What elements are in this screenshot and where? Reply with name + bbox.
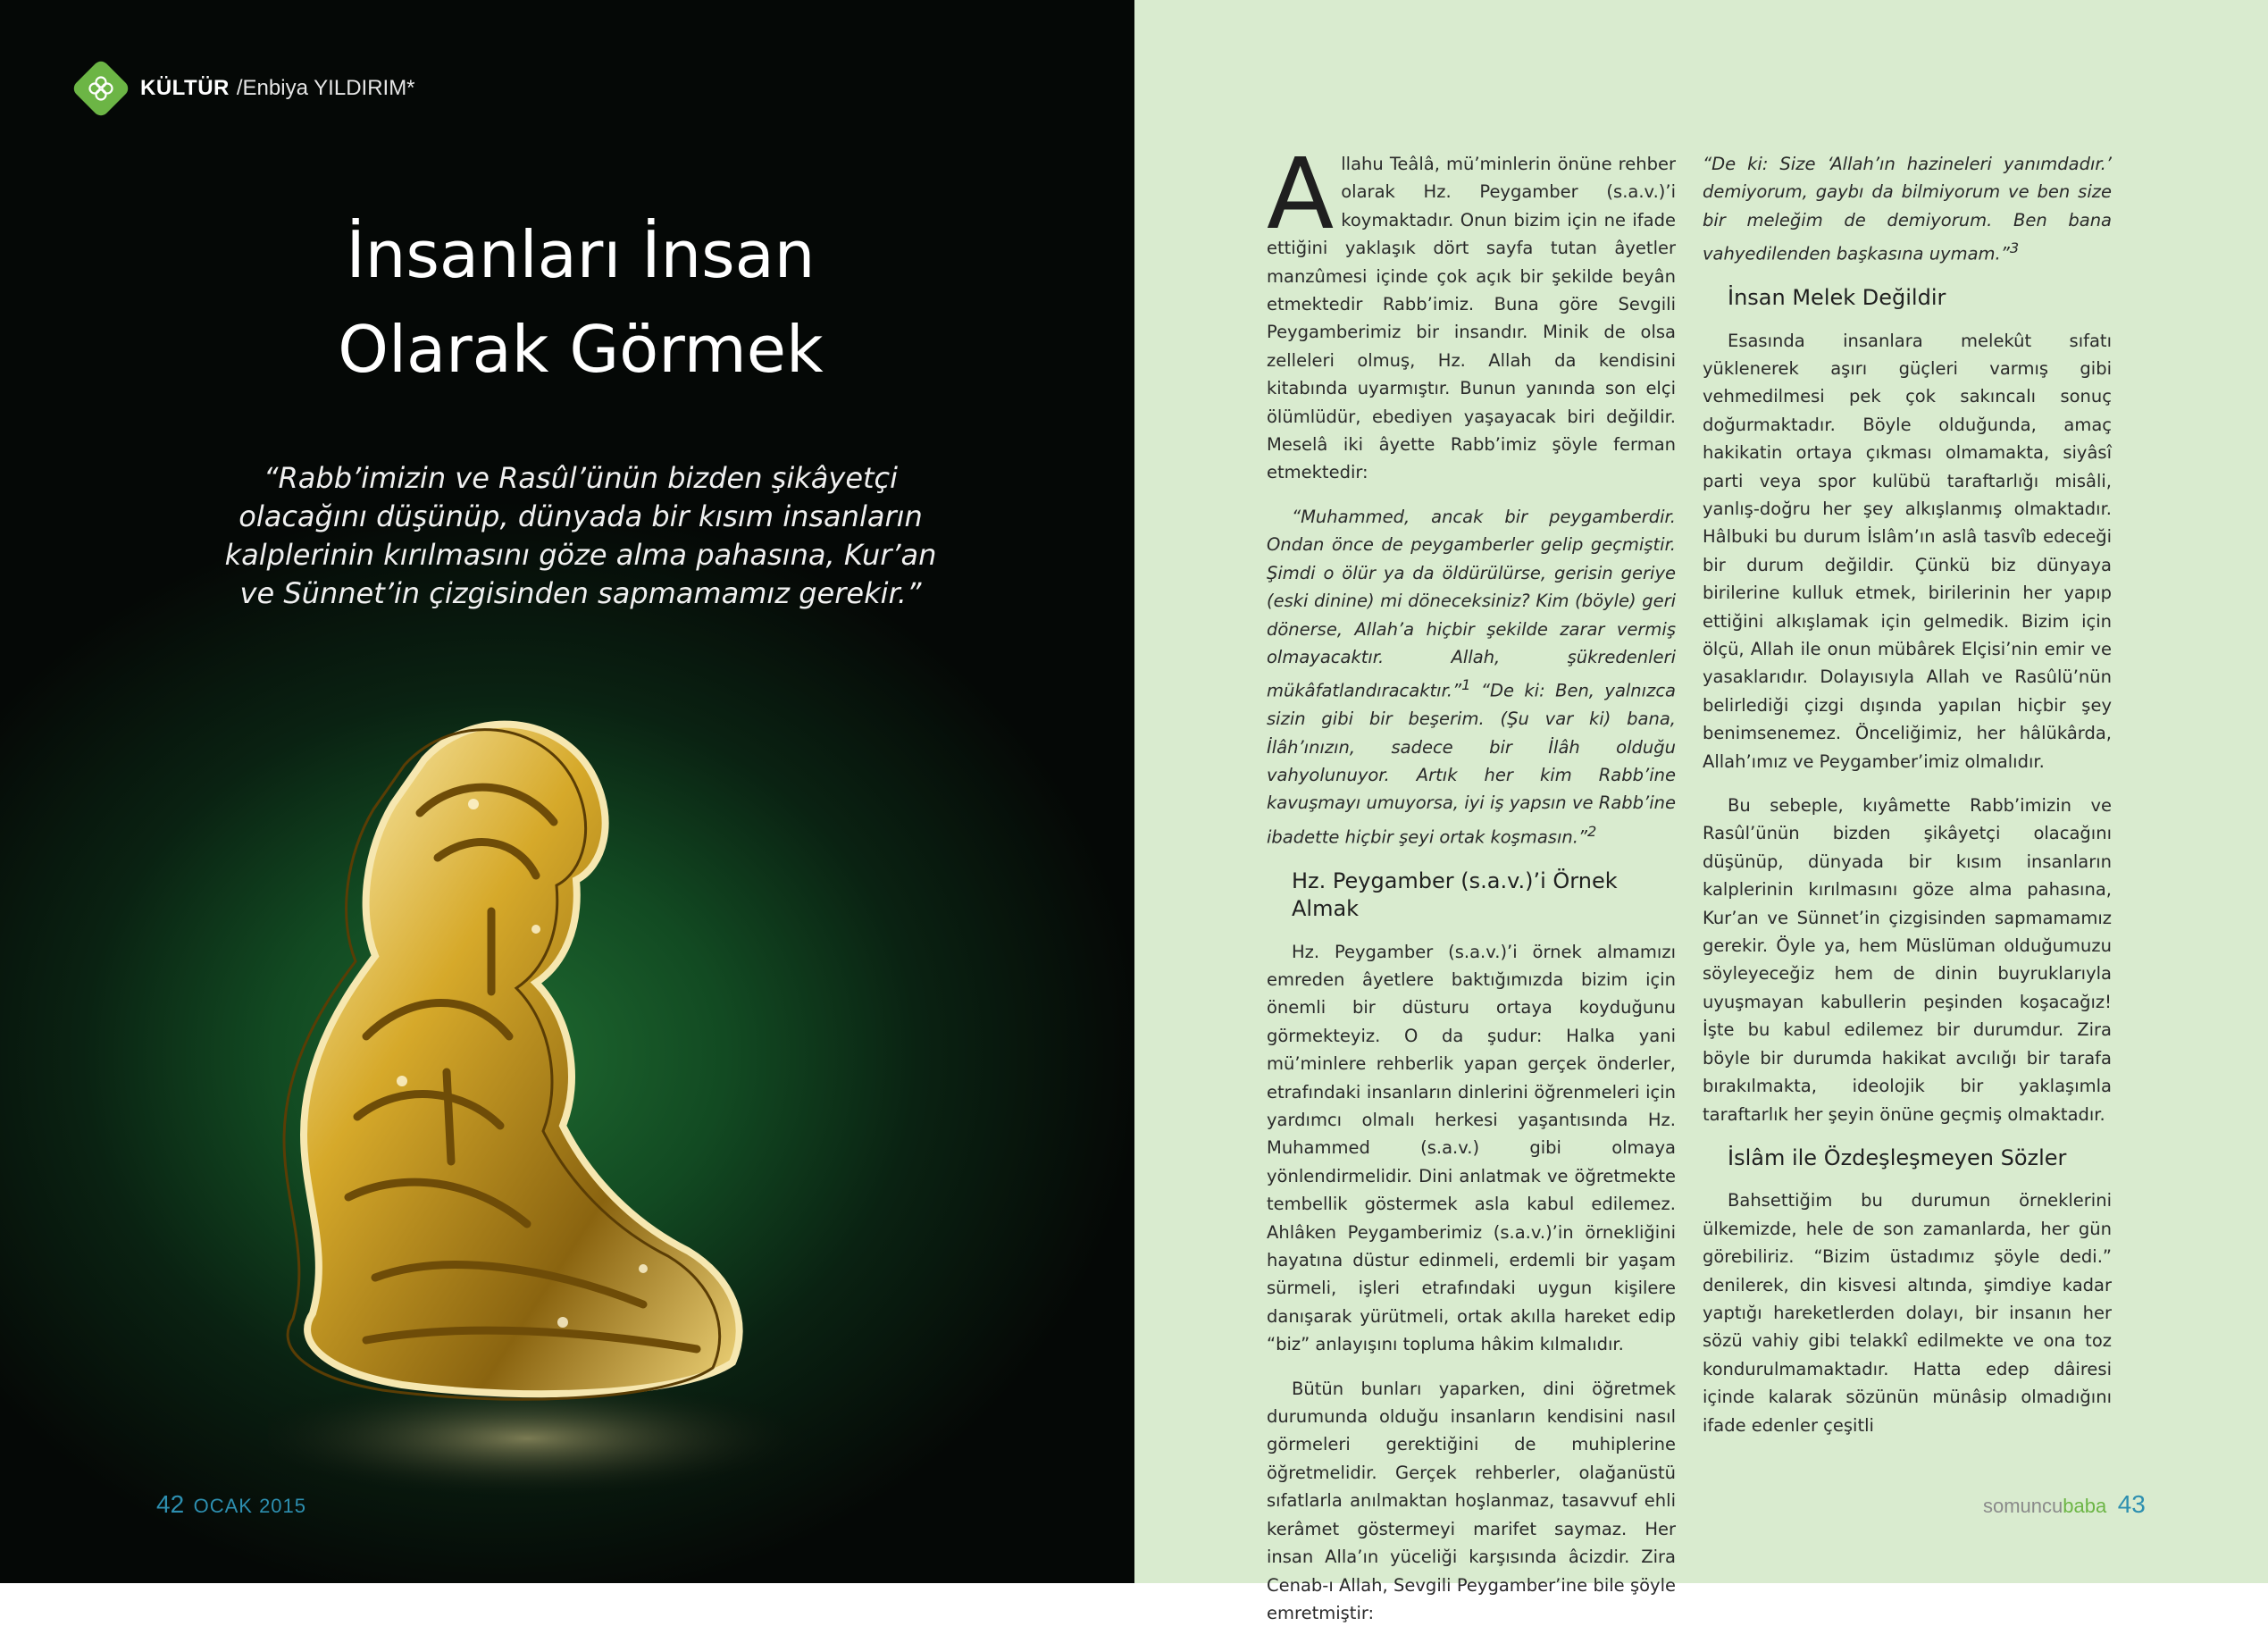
- page-number: 42: [156, 1490, 185, 1518]
- paragraph: Bu sebeple, kıyâmette Rabb’imizin ve Rasûl’ünün bizden şikâyetçi olacağını düşünüp, dünyada bir kısım insanların kalplerinin kırılmasını göze alma pahasına, Kur’an ve Sünnet’in çizgisinden sapmamamız gerekir. Öyle ya, hem Müslüman olduğumuzu söyleyeceğiz hem de dinin buyruklarıyla uyuşmayan kabullerin peşinden koşacağız! İşte bu kabul edilemez bir durumdur. Zira böyle bir durumda hakikat avcılığı bir tarafa bırakılmakta, ideolojik bir yaklaşımla taraftarlık her şeyin önüne geçmiş olmaktadır.: [1703, 795, 2112, 1125]
- section-header: [73, 59, 415, 118]
- quote-text: “De ki: Size ‘Allah’ın hazineleri yanımdadır.’ demiyorum, gaybı da bilmiyorum ve ben size bir meleğim de demiyorum. Ben bana vahyedilenden başkasına uymam.”: [1703, 154, 2112, 264]
- footnote-ref: 1: [1461, 676, 1471, 694]
- title-line-1: İnsanları İnsan: [346, 217, 816, 292]
- issue-date: OCAK 2015: [193, 1495, 307, 1517]
- subheading: İnsan Melek Değildir: [1728, 285, 1946, 311]
- footnote-ref: 2: [1587, 822, 1597, 840]
- left-page: [0, 0, 1134, 1583]
- paragraph: Esasında insanlara melekût sıfatı yüklenerek aşırı güçleri varmış gibi vehmedilmesi pek çok sakıncalı sonuç doğurmaktadır. Böyle olduğunda, amaç hakikatin ortaya çıkması olmamakta, siyâsî parti veya spor kulübü taraftarlığı misâli, yanlış-doğru her şey alkışlanmış olmaktadır. Hâlbuki bu durum İslâm’ın aslâ tasvîb edeceği bir durum değildir. Çünkü biz dünyaya birilerine kulluk etmek, birilerinin her yapıp ettiğini alkışlamak için gelmedik. Bizim için ölçü, Allah ile onun mübârek Elçisi’nin emir ve yasaklarıdır. Dolayısıyla Allah ve Rasûlü’nün belirlediği çizgi dışında yapılan hiçbir şey benimsenemez. Önceliğimiz, her hâlükârda, Allah’ımız ve Peygamber’imiz olmalıdır.: [1703, 330, 2112, 772]
- magazine-brand: [1983, 1495, 2106, 1517]
- title-line-2: Olarak Görmek: [338, 312, 824, 387]
- folio-right: [1983, 1490, 2146, 1519]
- folio-left: [156, 1490, 306, 1519]
- paragraph: [1267, 137, 1676, 487]
- subheading: Hz. Peygamber (s.a.v.)’i Örnek Almak: [1292, 868, 1618, 922]
- article-column-2: [1703, 150, 2112, 1455]
- quote-text: “Muhammed, ancak bir peygamberdir. Ondan önce de peygamberler gelip geçmiştir. Şimdi o ölür ya da öldürülürse, gerisin geriye (eski dinine) mi döneceksiniz? Kim (böyle) geri dönerse, Allah’a hiçbir şekilde zarar vermiş olmayacaktır. Allah, şükredenleri mükâfatlandıracaktır.”: [1267, 506, 1676, 701]
- pull-quote: “Rabb’imizin ve Rasûl’ünün bizden şikâyetçi olacağını düşünüp, dünyada bir kısım insanların kalplerinin kırılmasını göze alma pahasına, Kur’an ve Sünnet’in çizgisinden sapmamamız gerekir.”: [224, 461, 937, 610]
- drop-cap: A: [1267, 137, 1335, 251]
- page-number: 43: [2117, 1490, 2146, 1518]
- paragraph: Hz. Peygamber (s.a.v.)’i örnek almamızı emreden âyetlere baktığımızda bizim için önemli bir düsturu ortaya koyduğunu görmekteyiz. O da şudur: Halka yani mü’minlere rehberlik yapan gerçek önderler, etrafındaki insanların dinlerini öğrenmeleri için yardımcı olmalı herkesi yaşantısında Hz. Muhammed (s.a.v.) gibi olmaya yönlendirmelidir. Dini anlatmak ve öğretmekte tembellik göstermek asla kabul edilemez. Ahlâken Peygamberimiz (s.a.v.)’in örnekliğini hayatına düstur edinmeli, erdemli bir yaşam sürmeli, işleri etrafındaki uygun kişilere danışarak yürütmeli, ortak akılla hareket edip “biz” anlayışını topluma hâkim kılmalıdır.: [1267, 941, 1676, 1355]
- subheading: İslâm ile Özdeşleşmeyen Sözler: [1728, 1144, 2067, 1170]
- footnote-ref: 3: [2009, 239, 2020, 257]
- block-quote: [1703, 150, 2112, 268]
- block-quote: [1267, 503, 1676, 851]
- article-column-1: [1267, 137, 1676, 1643]
- paragraph: Bahsettiğim bu durumun örneklerini ülkemizde, hele de son zamanlarda, her gün görebiliriz. “Bizim üstadımız şöyle dedi.” denilerek, din kisvesi altında, şimdiye kadar yaptığı hareketlerden dolayı, bir insanın her sözü vahiy gibi telakkî edilmekte ve ona toz kondurulmamaktadır. Hatta edep dâiresi içinde kalarak sözünün münâsip olmadığını ifade edenler çeşitli: [1703, 1190, 2112, 1436]
- brand-part-1: somuncu: [1983, 1495, 2063, 1517]
- gold-calligraphy-figure-icon: [268, 697, 822, 1519]
- quote-text: “De ki: Ben, yalnızca sizin gibi bir beşerim. (Şu var ki) bana, İlâh’ınızın, sadece bir İlâh olduğu vahyolunuyor. Artık her kim Rabb’ine kavuşmayı umuyorsa, iyi iş yapsın ve Rabb’ine ibadette hiçbir şeyi ortak koşmasın.”: [1267, 680, 1676, 848]
- section-separator: /: [236, 76, 243, 100]
- paragraph-text: llahu Teâlâ, mü’minlerin önüne rehber olarak Hz. Peygamber (s.a.v.)’i koymaktadır. Onun bizim için ne ifade ettiğini yaklaşık dört sayfa tutan âyetler manzûmesi içinde çok açık bir şekilde beyân etmektedir Rabb’imiz. Buna göre Sevgili Peygamberimiz bir insandır. Minik de olsa zelleleri olmuş, Hz. Allah da kendisini kitabında uyarmıştır. Bunun yanında son elçi ölümlüdür, ebediyen yaşayacak biri değildir. Meselâ iki âyette Rabb’imiz şöyle ferman etmektedir:: [1267, 154, 1676, 483]
- brand-part-2: baba: [2063, 1495, 2107, 1517]
- article-title: [179, 207, 983, 397]
- author-name: Enbiya YILDIRIM*: [242, 76, 415, 100]
- section-label: KÜLTÜR: [140, 76, 230, 100]
- ornament-diamond-icon: [71, 58, 131, 119]
- paragraph: Bütün bunları yaparken, dini öğretmek durumunda olduğu insanların kendisini nasıl görmeleri gerektiğini de muhiplerine öğretmelidir. Gerçek rehberler, olağanüstü sıfatlarla anılmaktan hoşlanmaz, tasavvuf ehli kerâmet göstermeyi marifet saymaz. Her insan Alla’ın yüceliği karşısında âcizdir. Zira Cenab-ı Allah, Sevgili Peygamber’ine bile şöyle emretmiştir:: [1267, 1378, 1676, 1623]
